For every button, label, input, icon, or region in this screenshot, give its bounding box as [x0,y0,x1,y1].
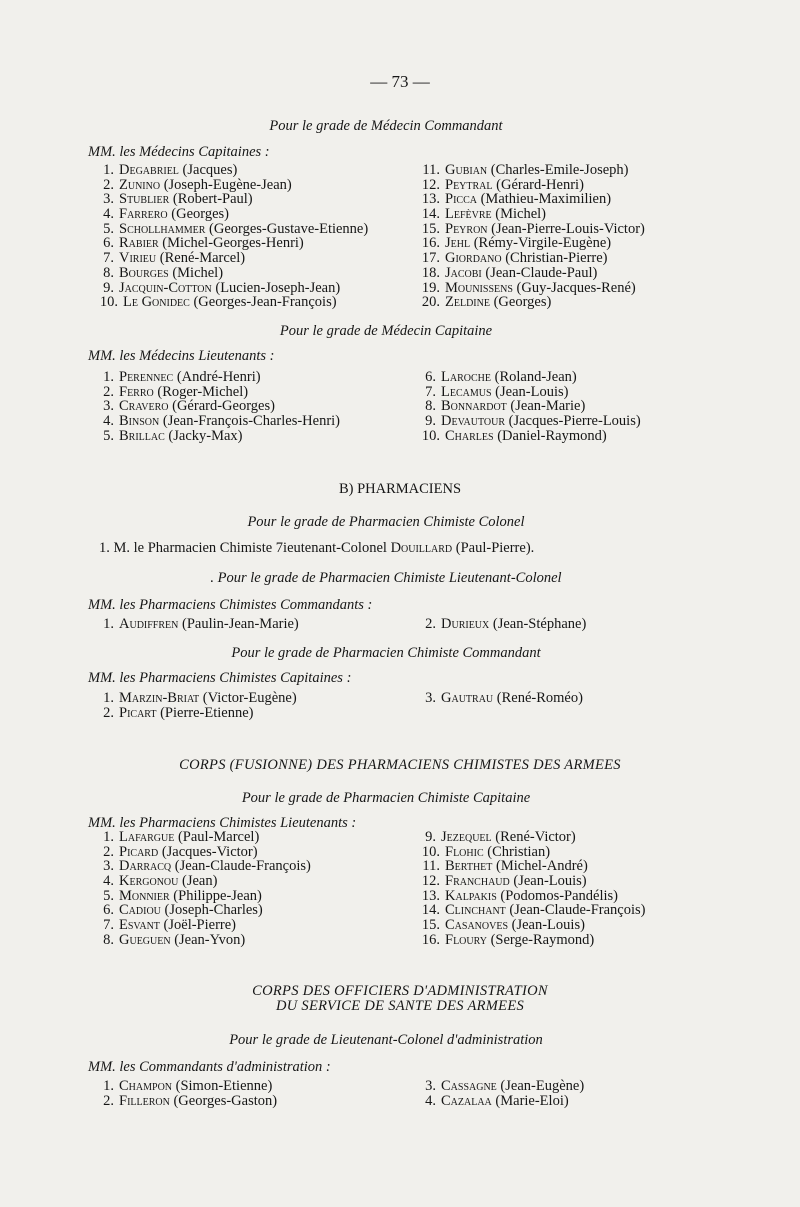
surname: Zeldine [445,294,490,311]
list-item [92,903,311,918]
name-list-right [414,617,586,632]
list-item [92,874,311,889]
corps-heading-pharmaciens-chimistes: CORPS (FUSIONNE) DES PHARMACIENS CHIMISTES DES ARMEES [179,757,621,773]
name-list-left [92,1079,277,1108]
page-number: — 73 — [370,72,430,91]
surname: Darracq [119,858,172,875]
surname: Ferro [119,383,154,400]
surname: Lefèvre [445,206,492,223]
grade-heading-pharmacien-commandant: Pour le grade de Pharmacien Chimiste Commandant [231,645,541,661]
item-number: 9. [425,413,436,430]
list-item [92,251,368,266]
list-item [414,617,586,632]
list-intro-pharmaciens-commandants: MM. les Pharmaciens Chimistes Commandants : [88,597,373,613]
surname: Jacobi [445,264,482,281]
given-names: (Georges) [493,294,552,311]
list-item [92,845,311,860]
item-number: 3. [103,191,114,208]
given-names: (Jacques-Victor) [161,843,258,860]
list-item [414,266,645,281]
given-names: (Jean-Pierre-Louis-Victor) [491,220,645,237]
list-item [414,163,645,178]
surname: Kergonou [119,873,179,890]
item-number: 7. [425,383,436,400]
list-item [414,207,645,222]
surname: Kalpakis [445,887,497,904]
item-number: 2. [103,704,114,721]
name-list-right [414,1079,584,1108]
item-number: 1. [103,690,114,706]
item-number: 1. [103,829,114,845]
surname: Marzin-Briat [119,690,200,706]
list-item [414,845,646,860]
given-names: (Michel-André) [496,858,588,875]
list-intro-medecins-capitaines: MM. les Médecins Capitaines : [88,144,270,160]
surname: Casanoves [445,917,509,934]
given-names: (Jean-Claude-François) [509,902,646,919]
item-number: 17. [421,250,440,267]
list-item [414,399,641,414]
grade-heading-pharmacien-colonel: Pour le grade de Pharmacien Chimiste Colonel [247,514,525,530]
list-item [414,385,641,400]
given-names: (Philippe-Jean) [173,887,262,904]
given-names: (Roland-Jean) [494,369,577,385]
given-names: (Jacques) [182,162,238,178]
list-item [414,178,645,193]
list-item [92,617,299,632]
surname: Monnier [119,887,170,904]
item-number: 13. [421,887,440,904]
nomination-prefix: 1. M. le Pharmacien Chimiste 7ieutenant-Colonel [99,540,387,556]
given-names: (Lucien-Joseph-Jean) [215,279,341,296]
grade-heading-medecin-commandant: Pour le grade de Médecin Commandant [269,118,503,134]
name-list-left [92,691,297,720]
given-names: (Michel) [495,206,546,223]
surname: Franchaud [445,873,510,890]
surname: Stublier [119,191,170,208]
given-names: (Michel-Georges-Henri) [162,235,304,252]
given-names: (Georges) [171,206,229,223]
given-names: (Marie-Eloi) [495,1092,569,1109]
surname: Charles [445,427,494,444]
list-item [414,281,645,296]
list-item [414,903,646,918]
given-names: (Victor-Eugène) [202,690,297,706]
surname: Clinchant [445,902,506,919]
given-names: (Gérard-Henri) [496,176,584,193]
surname: Lafargue [119,829,175,845]
surname: Peyron [445,220,488,237]
list-item [92,830,311,845]
name-list-right [414,163,645,310]
surname: Audiffren [119,616,179,632]
surname: Jacquin-Cotton [119,279,212,296]
grade-heading-medecin-capitaine: Pour le grade de Médecin Capitaine [279,323,493,339]
item-number: 6. [425,369,436,385]
list-item [92,266,368,281]
given-names: (Jean-François-Charles-Henri) [162,413,341,430]
surname: Cazalaa [441,1092,492,1109]
list-item [92,222,368,237]
list-item [414,874,646,889]
surname: Gubian [445,162,488,178]
given-names: (Podomos-Pandélis) [500,887,619,904]
item-number: 5. [103,220,114,237]
surname: Laroche [441,369,491,385]
given-names: (Jean-Louis) [513,873,587,890]
item-number: 12. [421,873,440,890]
given-names: (Jean-Louis) [495,383,569,400]
name-list-right [414,830,646,948]
list-item [414,414,641,429]
given-names: (Jean-Marie) [510,398,586,415]
surname: Mounissens [445,279,513,296]
item-number: 11. [422,162,440,178]
item-number: 6. [103,235,114,252]
item-number: 4. [425,1092,436,1109]
list-item [92,918,311,933]
given-names: (Daniel-Raymond) [497,427,607,444]
name-list-right [414,370,641,443]
given-names: (Georges-Gaston) [173,1092,278,1109]
surname: Gueguen [119,931,171,948]
item-number: 14. [421,902,440,919]
list-item [414,429,641,444]
surname: Giordano [445,250,502,267]
list-item [92,1079,277,1094]
item-number: 2. [103,1092,114,1109]
given-names: (Georges-Gustave-Etienne) [209,220,369,237]
list-item [92,691,297,706]
section-heading-pharmaciens: B) PHARMACIENS [338,481,462,497]
surname: Picca [445,191,477,208]
list-item [414,889,646,904]
item-number: 7. [103,917,114,934]
list-item [92,859,311,874]
given-names: (Joseph-Charles) [164,902,263,919]
item-number: 1. [103,369,114,385]
given-names: (Joël-Pierre) [163,917,236,934]
surname: Virieu [119,250,157,267]
given-names: (Jean-Claude-Paul) [485,264,598,281]
list-intro-commandants-administration: MM. les Commandants d'administration : [88,1059,331,1075]
given-names: (Gérard-Georges) [172,398,275,415]
given-names: (Jacques-Pierre-Louis) [508,413,641,430]
list-item [92,1094,277,1109]
given-names: (Jean) [181,873,218,890]
list-item [92,163,368,178]
list-item [414,1079,584,1094]
surname: Lecamus [441,383,492,400]
item-number: 13. [421,191,440,208]
item-number: 5. [103,427,114,444]
surname: Berthet [445,858,493,875]
given-names: (Roger-Michel) [157,383,249,400]
given-names: (Jean-Yvon) [174,931,246,948]
list-intro-pharmaciens-capitaines: MM. les Pharmaciens Chimistes Capitaines : [88,670,352,686]
grade-heading-lieutenant-colonel-administration: Pour le grade de Lieutenant-Colonel d'administration [229,1032,543,1048]
name-list-left [92,830,311,948]
surname: Cadiou [119,902,161,919]
list-item [414,918,646,933]
list-item [414,192,645,207]
item-number: 3. [103,398,114,415]
item-number: 15. [421,220,440,237]
given-names: (Jean-Louis) [511,917,585,934]
corps-heading-officiers-administration: CORPS DES OFFICIERS D'ADMINISTRATION [252,983,548,999]
item-number: 9. [103,279,114,296]
given-names: (Michel) [172,264,224,281]
given-names: (Joseph-Eugène-Jean) [163,176,292,193]
list-item [414,830,646,845]
list-item [92,207,368,222]
surname: Zunino [119,176,161,193]
surname: Perennec [119,369,174,385]
name-list-left [92,163,368,310]
list-item [414,691,583,706]
item-number: 3. [425,1078,436,1094]
surname: Rabier [119,235,159,252]
surname: Devautour [441,413,505,430]
list-item [414,370,641,385]
given-names: (Serge-Raymond) [490,931,595,948]
surname: Jehl [445,235,471,252]
surname: Picard [119,843,159,860]
item-number: 1. [103,162,114,178]
item-number: 2. [103,843,114,860]
item-number: 9. [425,829,436,845]
given-names: (Rémy-Virgile-Eugène) [473,235,612,252]
item-number: 8. [425,398,436,415]
item-number: 2. [103,383,114,400]
given-names: (Christian) [487,843,551,860]
surname: Peytral [445,176,493,193]
given-names: (René-Roméo) [496,690,583,706]
item-number: 12. [421,176,440,193]
surname: Gautrau [441,690,494,706]
list-item [92,429,340,444]
given-names: (Charles-Emile-Joseph) [490,162,629,178]
surname: Degabriel [119,162,179,178]
surname: Esvant [119,917,160,934]
list-intro-pharmaciens-lieutenants: MM. les Pharmaciens Chimistes Lieutenants : [88,815,357,831]
item-number: 1. [103,616,114,632]
list-item [414,859,646,874]
list-item [414,222,645,237]
list-item [92,295,368,310]
surname: Farrero [119,206,168,223]
item-number: 20. [421,294,440,311]
item-number: 10. [421,427,440,444]
list-intro-medecins-lieutenants: MM. les Médecins Lieutenants : [88,348,275,364]
item-number: 14. [421,206,440,223]
surname: Bonnardot [441,398,507,415]
item-number: 2. [425,616,436,632]
item-number: 11. [422,858,440,875]
surname: Flohic [445,843,484,860]
list-item [92,370,340,385]
item-number: 3. [425,690,436,706]
surname: Jezequel [441,829,492,845]
given-names: (Jean-Eugène) [500,1078,585,1094]
list-item [414,251,645,266]
surname: Cassagne [441,1078,497,1094]
item-number: 4. [103,873,114,890]
list-item [92,889,311,904]
surname: Bourges [119,264,169,281]
list-item [414,933,646,948]
surname: Binson [119,413,160,430]
item-number: 16. [421,235,440,252]
item-number: 19. [421,279,440,296]
list-item [92,192,368,207]
given-names: (Paul-Marcel) [177,829,260,845]
item-number: 1. [103,1078,114,1094]
nomination-line [99,540,534,557]
given-names: (Georges-Jean-François) [193,294,337,311]
item-number: 4. [103,413,114,430]
item-number: 10. [421,843,440,860]
surname: Le Gonidec [123,294,190,311]
item-number: 16. [421,931,440,948]
item-number: 4. [103,206,114,223]
item-number: 7. [103,250,114,267]
grade-heading-pharmacien-capitaine: Pour le grade de Pharmacien Chimiste Capitaine [241,790,531,806]
list-item [414,1094,584,1109]
given-names: (Jean-Stéphane) [492,616,587,632]
list-item [92,385,340,400]
item-number: 8. [103,264,114,281]
surname: Cravero [119,398,169,415]
surname: Schollhammer [119,220,206,237]
given-names: (Robert-Paul) [172,191,253,208]
item-number: 10. [99,294,118,311]
item-number: 5. [103,887,114,904]
given-names: (Pierre-Etienne) [160,704,254,721]
given-names: (Christian-Pierre) [505,250,608,267]
item-number: 15. [421,917,440,934]
given-names: (René-Victor) [495,829,576,845]
list-item [414,295,645,310]
given-names: (Simon-Etienne) [175,1078,273,1094]
item-number: 8. [103,931,114,948]
given-names: (Mathieu-Maximilien) [480,191,612,208]
name-list-left [92,370,340,443]
grade-heading-pharmacien-lieutenant-colonel: . Pour le grade de Pharmacien Chimiste Lieutenant-Colonel [210,570,562,586]
list-item [92,178,368,193]
surname: Durieux [441,616,490,632]
surname: Champon [119,1078,173,1094]
name-list-left [92,617,299,632]
list-item [92,236,368,251]
given-names: (Paul-Pierre). [455,540,535,556]
item-number: 3. [103,858,114,875]
name-list-right [414,691,583,706]
list-item [92,933,311,948]
list-item [92,414,340,429]
given-names: (André-Henri) [176,369,261,385]
given-names: (René-Marcel) [159,250,246,267]
list-item [414,236,645,251]
list-item [92,706,297,721]
corps-heading-service-sante: DU SERVICE DE SANTE DES ARMEES [275,998,525,1014]
item-number: 6. [103,902,114,919]
given-names: (Jacky-Max) [168,427,243,444]
surname: Floury [445,931,487,948]
surname: Filleron [119,1092,170,1109]
given-names: (Guy-Jacques-René) [516,279,636,296]
list-item [92,399,340,414]
surname: Brillac [119,427,165,444]
given-names: (Paulin-Jean-Marie) [182,616,299,632]
item-number: 18. [421,264,440,281]
surname: Douillard [390,540,453,556]
surname: Picart [119,704,157,721]
item-number: 2. [103,176,114,193]
list-item [92,281,368,296]
given-names: (Jean-Claude-François) [174,858,311,875]
